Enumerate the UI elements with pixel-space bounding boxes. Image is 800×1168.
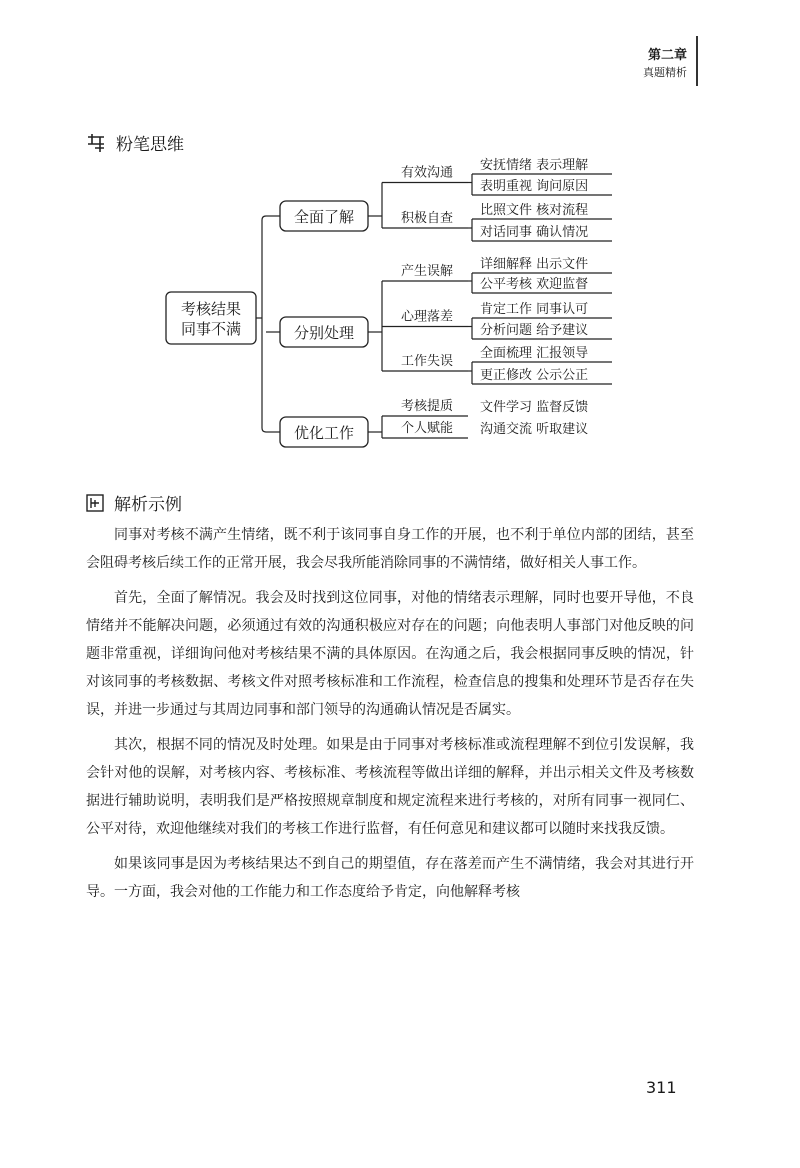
analysis-body <box>86 521 694 913</box>
leaf-label: 分析问题 给予建议 <box>480 323 589 338</box>
branch-node-label: 分别处理 <box>293 324 355 342</box>
leaf-label: 全面梳理 汇报领导 <box>480 346 589 361</box>
leaf-label: 对话同事 确认情况 <box>480 225 589 240</box>
chapter-subtitle: 真题精析 <box>643 66 687 79</box>
section-heading-analysis <box>86 490 182 515</box>
chapter-label: 第二章 <box>647 48 687 63</box>
branch-node-label: 优化工作 <box>293 424 355 442</box>
leaf-label: 比照文件 核对流程 <box>480 203 589 218</box>
sub-node-label: 考核提质 <box>400 399 454 414</box>
sub-node-label: 产生误解 <box>400 264 454 279</box>
branch-node-label: 全面了解 <box>293 208 355 226</box>
root-node-label: 同事不满 <box>180 320 242 338</box>
paragraph: 同事对考核不满产生情绪，既不利于该同事自身工作的开展，也不利于单位内部的团结，甚至会阻碍考核后续工作的正常开展，我会尽我所能消除同事的不满情绪，做好相关人事工作。 <box>86 527 694 571</box>
leaf-label: 表明重视 询问原因 <box>480 179 589 194</box>
sub-node-label: 积极自查 <box>400 211 454 226</box>
leaf-label: 更正修改 公示公正 <box>480 368 589 383</box>
sub-node-label: 工作失误 <box>400 354 454 369</box>
sub-node-label: 心理落差 <box>400 309 454 325</box>
root-node-label: 考核结果 <box>180 300 242 318</box>
leaf-label: 沟通交流 听取建议 <box>480 422 589 437</box>
leaf-label: 安抚情绪 表示理解 <box>480 158 589 173</box>
connector-curve <box>262 428 266 432</box>
leaf-label: 肯定工作 同事认可 <box>480 302 589 317</box>
sub-node-label: 个人赋能 <box>400 421 454 436</box>
leaf-label: 详细解释 出示文件 <box>480 257 589 272</box>
paragraph: 其次，根据不同的情况及时处理。如果是由于同事对考核标准或流程理解不到位引发误解，我会针对他的误解，对考核内容、考核标准、考核流程等做出详细的解释，并出示相关文件及考核数据进行辅助说明，表明我们是严格按照规章制度和规定流程来进行考核的，对所有同事一视同仁、公平对待，欢迎他继续对我们的考核工作进行监督，有任何意见和建议都可以随时来找我反馈。 <box>86 737 694 837</box>
leaf-label: 文件学习 监督反馈 <box>480 400 589 415</box>
mind-map <box>0 0 800 470</box>
leaf-label: 公平考核 欢迎监督 <box>480 277 589 292</box>
page-number: 311 <box>646 1078 677 1097</box>
section-title: 粉笔思维 <box>116 135 184 155</box>
paragraph: 如果该同事是因为考核结果达不到自己的期望值，存在落差而产生不满情绪，我会对其进行开导。一方面，我会对他的工作能力和工作态度给予肯定，向他解释考核 <box>86 856 694 900</box>
section-title: 解析示例 <box>114 495 182 515</box>
connector-curve <box>262 216 266 220</box>
sub-node-label: 有效沟通 <box>400 165 454 181</box>
analysis-icon <box>86 494 104 512</box>
paragraph: 首先，全面了解情况。我会及时找到这位同事，对他的情绪表示理解，同时也要开导他，不良情绪并不能解决问题，必须通过有效的沟通积极应对存在的问题；向他表明人事部门对他反映的问题非常重视，详细询问他对考核结果不满的具体原因。在沟通之后，我会根据同事反映的情况，针对该同事的考核数据、考核文件对照考核标准和工作流程，检查信息的搜集和处理环节是否存在失误，并进一步通过与其周边同事和部门领导的沟通确认情况是否属实。 <box>86 590 694 718</box>
